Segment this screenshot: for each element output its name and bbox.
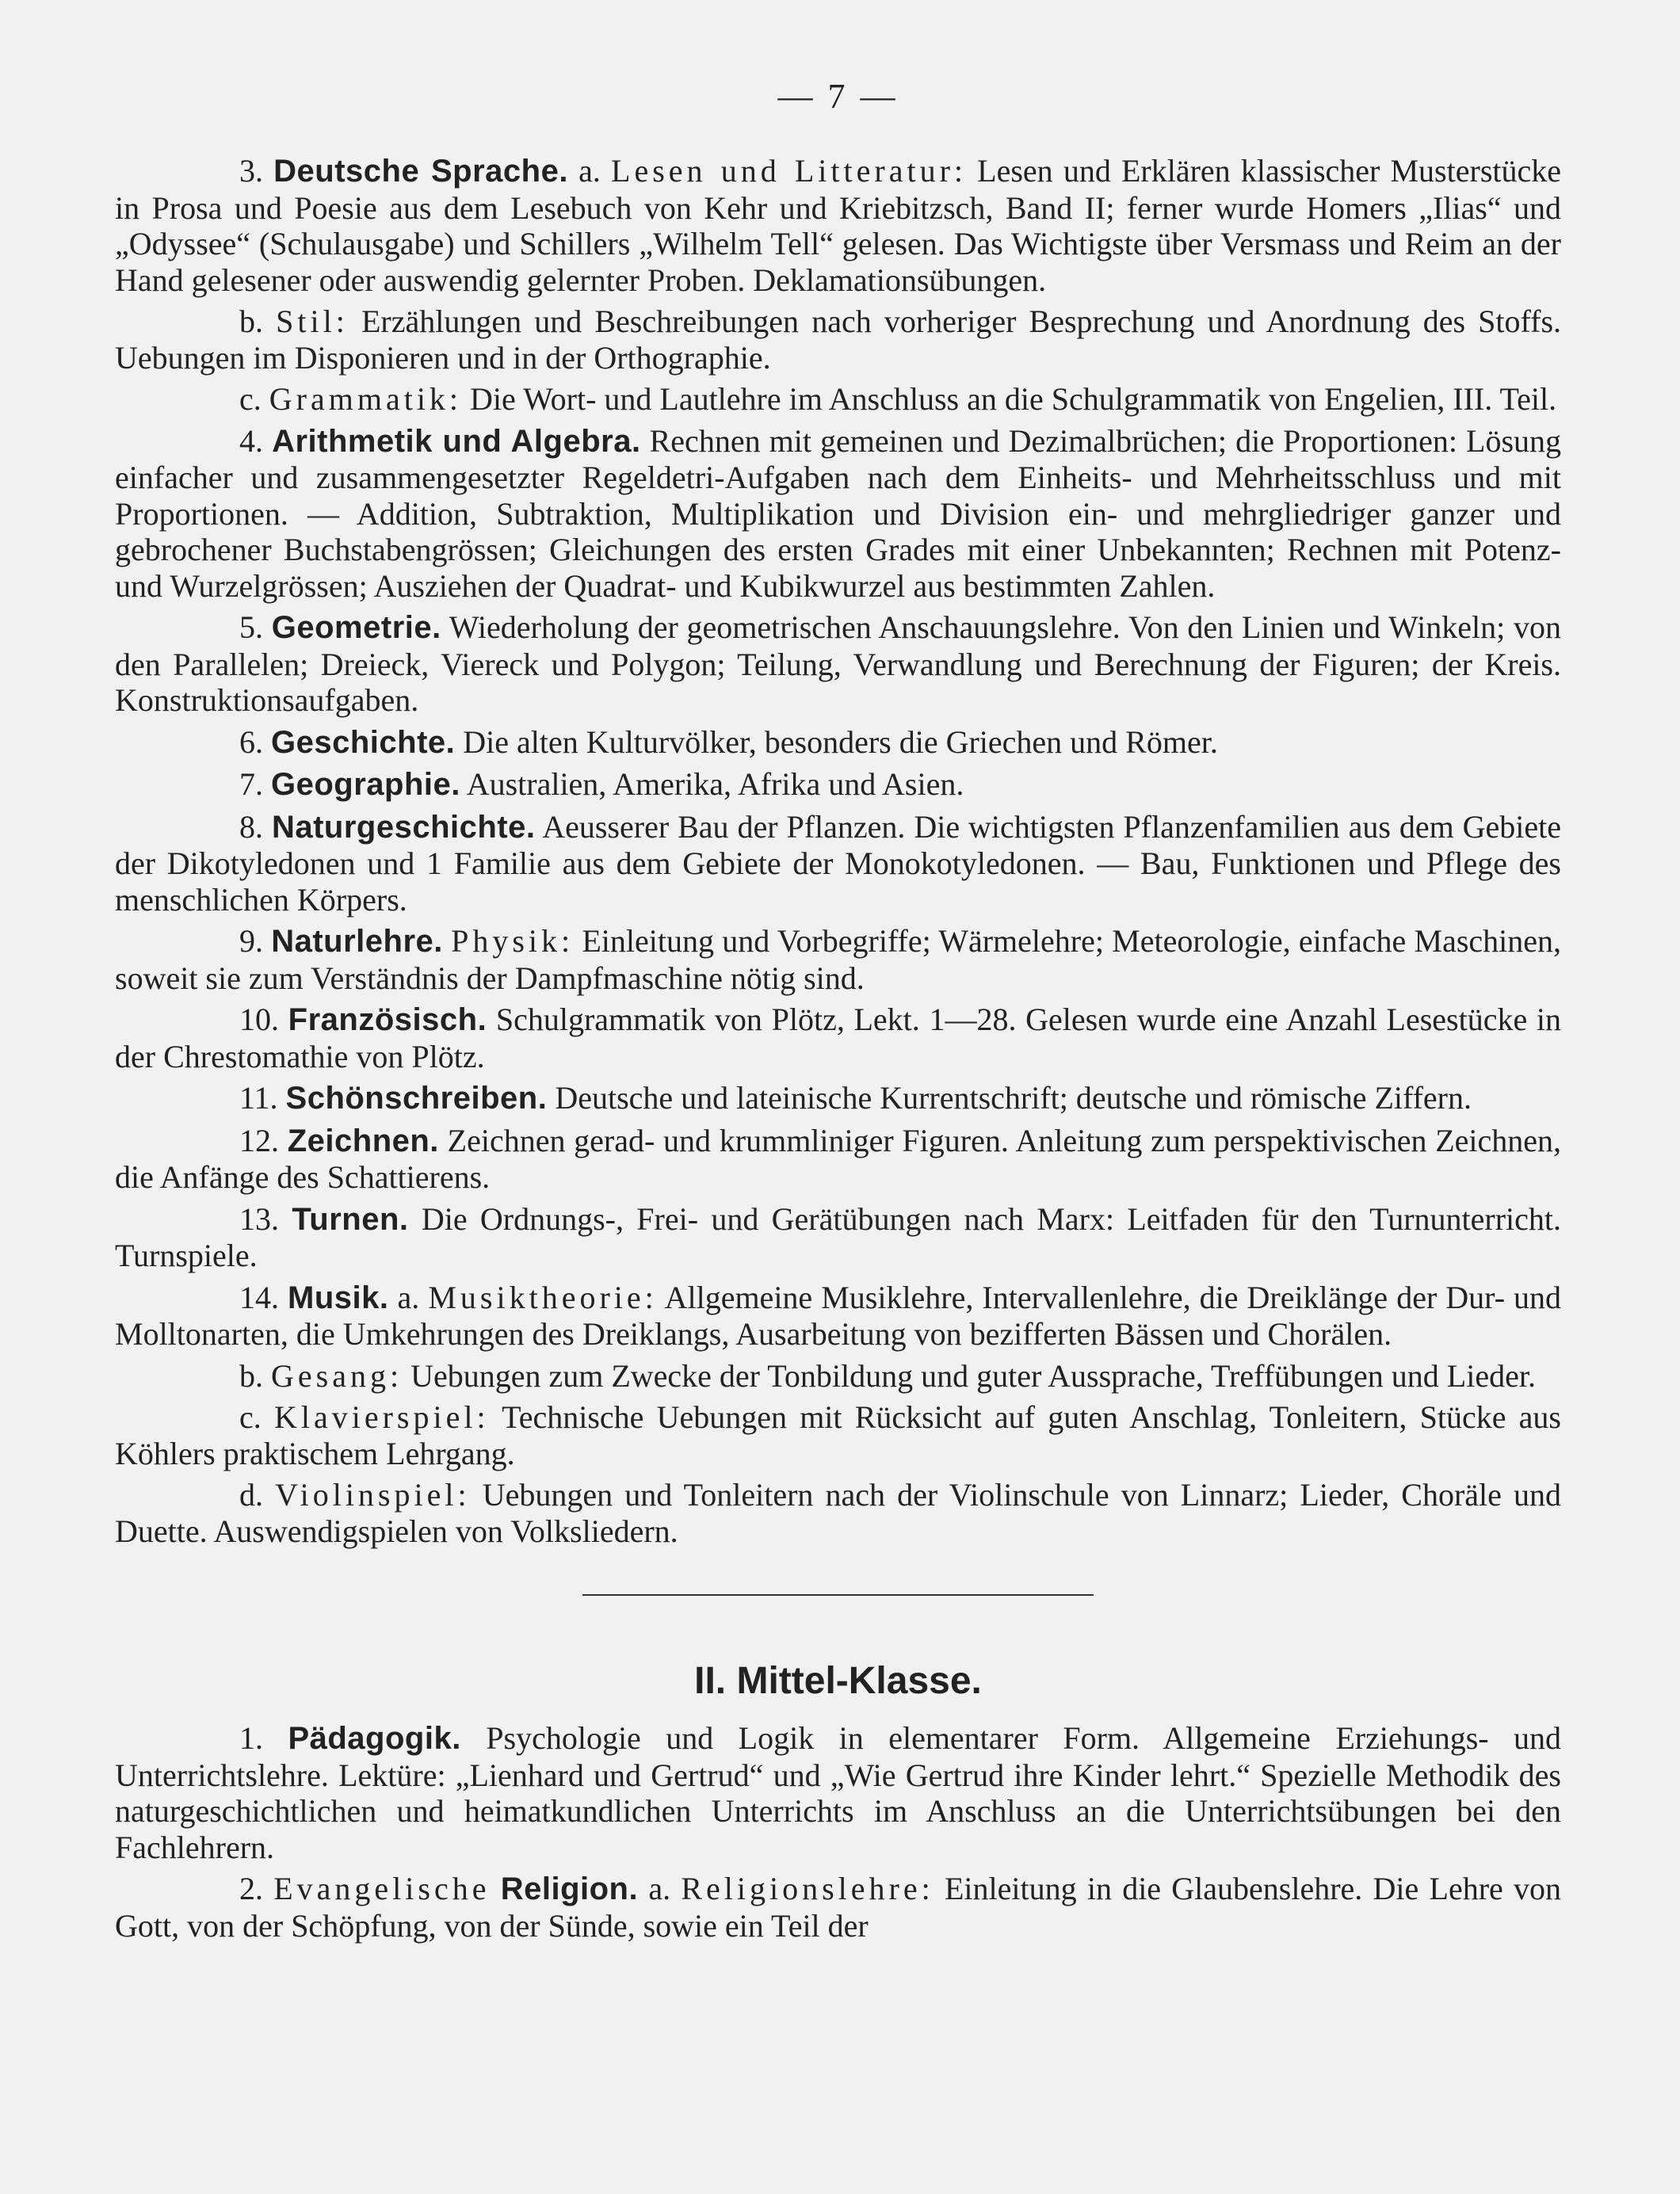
section-title: Französisch. [288,1002,487,1037]
section-title: Musik. [288,1280,389,1315]
subheading: Grammatik: [269,381,463,417]
part-heading: II. Mittel-Klasse. [694,1660,982,1702]
part-label: b. [239,1357,263,1394]
section-title: Naturgeschichte. [271,809,536,845]
section-zeichnen [115,1123,1561,1201]
subheading: Gesang: [271,1357,403,1394]
section-title: Deutsche Sprache. [273,154,568,189]
section-title: Zeichnen. [287,1123,439,1158]
section-divider [582,1594,1094,1596]
part-label: d. [239,1477,263,1513]
section-geographie [115,766,1561,809]
section-number: 3. [239,153,263,189]
section-musik-c [115,1399,1561,1477]
section-text: Rechnen mit gemeinen und Dezimalbrüchen; die Proportionen: Lösung einfacher und zusammengesetzter Regeldetri-Aufgaben nach dem Einheits- und Mehrheitsschluss und mit Proportionen. — Addition, Subtraktion, Multiplikation und Division ein- und mehrgliedriger ganzer und gebrochener Buchstabengrössen; Gleichungen des ersten Grades mit einer Unbekannten; Rechnen mit Potenz- und Wurzelgrössen; Ausziehen der Quadrat- und Kubikwurzel aus bestimmten Zahlen. [115,422,1562,604]
subheading: Musiktheorie: [428,1279,658,1315]
section-title: Geschichte. [271,724,456,760]
part-label: b. [239,303,263,339]
part-label: c. [239,1399,262,1435]
section-title: Arithmetik und Algebra. [272,423,641,459]
section-text: Aeusserer Bau der Pflanzen. Die wichtigsten Pflanzenfamilien aus dem Gebiete der Dikotyledonen und 1 Familie aus dem Gebiete der Monokotyledonen. — Bau, Funktionen und Pflege des menschlichen Körpers. [115,808,1562,918]
section-naturgeschichte [115,809,1561,924]
part-label: c. [239,381,262,417]
section-text: Einleitung in die Glaubenslehre. Die Lehre von Gott, von der Schöpfung, von der Sünde, sowie ein Teil der [115,1871,1562,1944]
section-number: 11. [239,1080,278,1116]
section-deutsche-sprache-a [115,153,1561,303]
section-title: Turnen. [292,1201,409,1237]
section-text: Allgemeine Musiklehre, Intervallenlehre, die Dreiklänge der Dur- und Molltonarten, die Umkehrungen des Dreiklangs, Ausarbeitung von bezifferten Bässen und Chorälen. [115,1279,1562,1352]
section-title: Schönschreiben. [285,1081,548,1116]
section-text: Wiederholung der geometrischen Anschauungslehre. Von den Linien und Winkeln; von den Parallelen; Dreieck, Viereck und Polygon; Teilung, Verwandlung und Berechnung der Figuren; der Kreis. Konstruktionsaufgaben. [115,609,1562,718]
section-text: Die Wort- und Lautlehre im Anschluss an die Schulgrammatik von Engelien, III. Teil. [470,381,1557,417]
subheading: Violinspiel: [275,1477,471,1513]
section-number: 12. [239,1122,279,1158]
section-number: 13. [239,1200,279,1237]
section-number: 8. [239,808,263,845]
subheading: Klavierspiel: [273,1399,490,1435]
section-title: Geographie. [271,767,460,802]
section-deutsche-sprache-b [115,303,1561,381]
section-text: Technische Uebungen mit Rücksicht auf guten Anschlag, Tonleitern, Stücke aus Köhlers praktischem Lehrgang. [115,1399,1561,1471]
subheading: Stil: [276,303,349,339]
section-text: Die Ordnungs-, Frei- und Gerätübungen nach Marx: Leitfaden für den Turnunterricht. Turnspiele. [115,1200,1562,1273]
section-text: Australien, Amerika, Afrika und Asien. [466,766,964,802]
section-number: 5. [239,609,263,645]
section-number: 9. [239,923,263,959]
section-number: 4. [239,422,263,459]
subheading: Lesen und Litteratur: [611,153,967,189]
section-number: 6. [239,723,263,760]
section-paedagogik [115,1720,1561,1871]
section-text: Uebungen zum Zwecke der Tonbildung und guter Aussprache, Treffübungen und Lieder. [410,1357,1536,1394]
section-musik-a [115,1280,1561,1358]
section-text: Psychologie und Logik in elementarer Form. Allgemeine Erziehungs- und Unterrichtslehre. Lektüre: „Lienhard und Gertrud“ und „Wie Gertrud ihre Kinder lehrt.“ Spezielle Methodik des naturgeschichtlichen und heimatkundlichen Unterrichts im Anschluss an die Unterrichtsübungen bei den Fachlehrern. [115,1720,1562,1865]
part-label: a. [397,1279,420,1315]
part-label: a. [648,1871,671,1906]
section-text: Die alten Kulturvölker, besonders die Griechen und Römer. [463,723,1218,760]
section-text: Lesen und Erklären klassischer Musterstücke in Prosa und Poesie aus dem Lesebuch von Kehr und Kriebitzsch, Band II; ferner wurde Homers „Ilias“ und „Odyssee“ (Schulausgabe) und Schillers „Wilhelm Tell“ gelesen. Das Wichtigste über Versmass und Reim an der Hand gelesener oder auswendig gelernter Proben. Deklamationsübungen. [115,153,1561,298]
section-text: Deutsche und lateinische Kurrentschrift; deutsche und römische Ziffern. [555,1080,1472,1116]
section-religion [115,1871,1561,1949]
section-schoenschreiben [115,1080,1561,1123]
section-musik-d [115,1477,1561,1555]
section-text: Einleitung und Vorbegriffe; Wärmelehre; Meteorologie, einfache Maschinen, soweit sie zum Verständnis der Dampfmaschine nötig sind. [115,923,1562,996]
section-number: 14. [239,1279,279,1315]
page-number: — 7 — [777,77,899,116]
section-geometrie [115,609,1561,724]
part-label: a. [578,153,601,189]
section-text: Zeichnen gerad- und krummliniger Figuren. Anleitung zum perspektivischen Zeichnen, die Anfänge des Schattierens. [115,1122,1561,1195]
section-arithmetik [115,423,1561,610]
section-turnen [115,1201,1561,1280]
section-number: 2. [239,1871,263,1906]
section-text: Erzählungen und Beschreibungen nach vorheriger Besprechung und Anordnung des Stoffs. Uebungen im Disponieren und in der Orthographie. [115,303,1562,376]
section-deutsche-sprache-c [115,381,1561,423]
section-number: 10. [239,1002,279,1037]
section-text: Schulgrammatik von Plötz, Lekt. 1—28. Gelesen wurde eine Anzahl Lesestücke in der Chrestomathie von Plötz. [115,1002,1561,1074]
section-title: Geometrie. [271,610,441,645]
section-number: 1. [239,1720,263,1756]
section-title: Pädagogik. [288,1721,461,1756]
section-title: Religion. [500,1872,639,1906]
section-naturlehre [115,923,1561,1002]
section-prefix: Evangelische [273,1871,491,1906]
subheading: Religionslehre: [681,1871,934,1906]
section-franzoesisch [115,1002,1561,1080]
section-musik-b [115,1358,1561,1400]
section-title: Naturlehre. [271,924,443,959]
subheading: Physik: [451,923,575,959]
section-text: Uebungen und Tonleitern nach der Violinschule von Linnarz; Lieder, Choräle und Duette. Auswendigspielen von Volksliedern. [115,1477,1562,1549]
section-geschichte [115,724,1561,767]
section-number: 7. [239,766,263,802]
